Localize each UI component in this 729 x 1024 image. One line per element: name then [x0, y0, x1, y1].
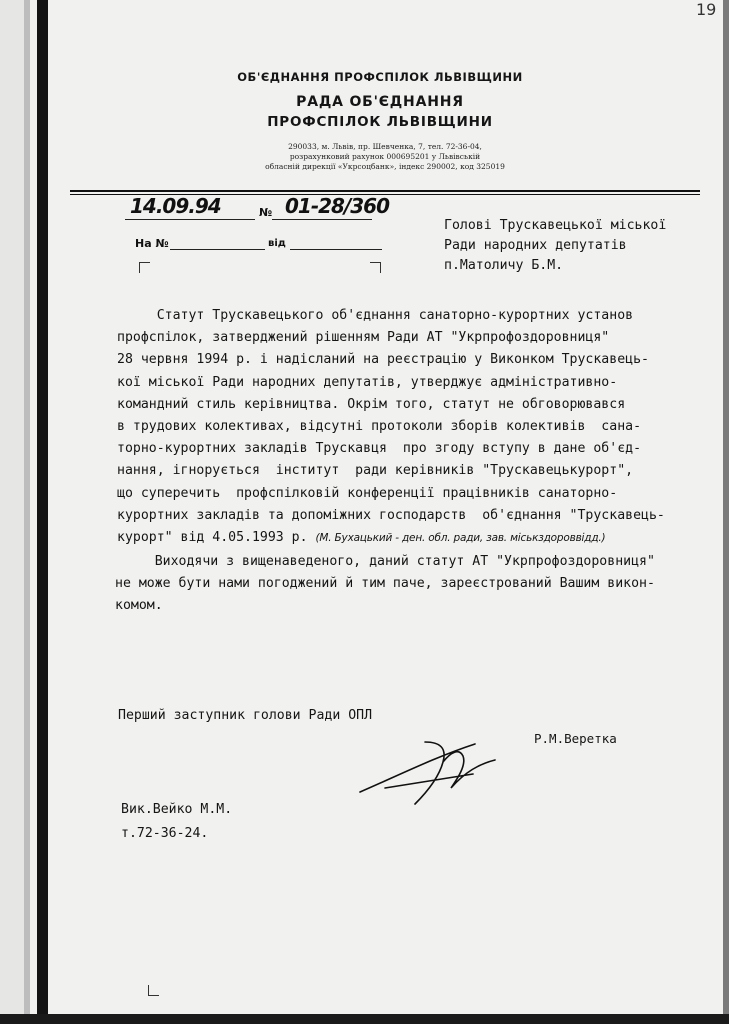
corner-mark	[148, 985, 159, 996]
letter-body	[117, 305, 727, 549]
recipient-block	[444, 216, 666, 276]
reply-number-label: На №	[135, 237, 169, 250]
letterhead-org-line2: РАДА ОБ'ЄДНАННЯ	[296, 94, 464, 110]
body-line: Статут Трускавецького об'єднання санаторно-курортних установ	[117, 308, 634, 323]
body-line: в трудових колективах, відсутні протоколи зборів колективів сана-	[117, 419, 642, 435]
handwritten-signature	[355, 722, 515, 812]
conclusion-line: не може бути нами погоджений й тим паче, зареєстрований Вашим викон-	[115, 576, 655, 592]
signatory-title: Перший заступник голови Ради ОПЛ	[118, 708, 373, 723]
letterhead-address	[220, 142, 550, 172]
address-line2: розрахунковий рахунок 000695201 у Львівській	[289, 152, 481, 161]
conclusion-line: Виходячи з вищенаведеного, даний статут АТ "Укрпрофоздоровниця"	[115, 554, 655, 569]
binding-strip	[37, 0, 48, 1024]
corner-mark	[370, 262, 381, 273]
handwritten-note: (М. Бухацький - ден. обл. ради, зав. міськздороввідд.)	[315, 532, 606, 545]
executor-phone: т.72-36-24.	[121, 826, 209, 841]
binding-edge	[24, 0, 30, 1024]
body-line: курортних закладів та допоміжних господарств об'єднання "Трускавець-	[117, 507, 665, 523]
letter-conclusion	[115, 551, 655, 618]
recipient-line3: п.Матоличу Б.М.	[444, 258, 564, 273]
reply-number-line	[170, 249, 265, 250]
corner-mark	[139, 262, 150, 273]
letterhead-rule	[70, 190, 700, 192]
number-underline	[272, 219, 372, 220]
body-line: кої міської Ради народних депутатів, утверджує адміністративно-	[117, 374, 618, 390]
signatory-name: Р.М.Веретка	[534, 731, 617, 746]
reply-from-label: від	[268, 238, 286, 249]
body-line: 28 червня 1994 р. і надісланий на реєстрацію у Виконком Трускавець-	[117, 352, 649, 368]
executor-block	[121, 798, 232, 846]
conclusion-line: комом.	[115, 598, 163, 614]
body-line: нання, ігнорується інститут ради керівників "Трускавецькурорт",	[117, 463, 634, 479]
body-last-line	[117, 527, 727, 549]
body-last-line-text: курорт" від 4.05.1993 р.	[117, 530, 308, 546]
body-line: командний стиль керівництва. Окрім того, статут не обговорювався	[117, 396, 626, 412]
body-line: профспілок, затверджений рішенням Ради АТ "Укрпрофоздоровниця"	[117, 330, 610, 346]
page-number: 19	[696, 0, 717, 19]
handwritten-date: 14.09.94	[130, 194, 221, 218]
address-line1: 290033, м. Львів, пр. Шевченка, 7, тел. 72-36-04,	[288, 142, 482, 151]
executor-name: Вик.Вейко М.М.	[121, 802, 233, 817]
recipient-line2: Ради народних депутатів	[444, 238, 627, 253]
recipient-line1: Голові Трускавецької міської	[444, 218, 667, 233]
page-left-shadow	[0, 0, 24, 1024]
handwritten-number: 01-28/360	[285, 194, 390, 218]
body-line: торно-курортних закладів Трускавця про згоду вступу в дане об'єд-	[117, 441, 642, 457]
letterhead-org-line3: ПРОФСПІЛОК ЛЬВІВЩИНИ	[267, 114, 493, 130]
number-label: №	[259, 206, 273, 219]
address-line3: обласній дирекції «Укрсоцбанк», індекс 290002, код 325019	[265, 162, 505, 171]
date-underline	[125, 219, 255, 220]
letterhead-org-line1: ОБ'ЄДНАННЯ ПРОФСПІЛОК ЛЬВІВЩИНИ	[237, 70, 523, 84]
reply-from-line	[290, 249, 382, 250]
page-bottom-edge	[0, 1014, 729, 1024]
body-line: що суперечить профспілковій конференції працівників санаторно-	[117, 485, 618, 501]
